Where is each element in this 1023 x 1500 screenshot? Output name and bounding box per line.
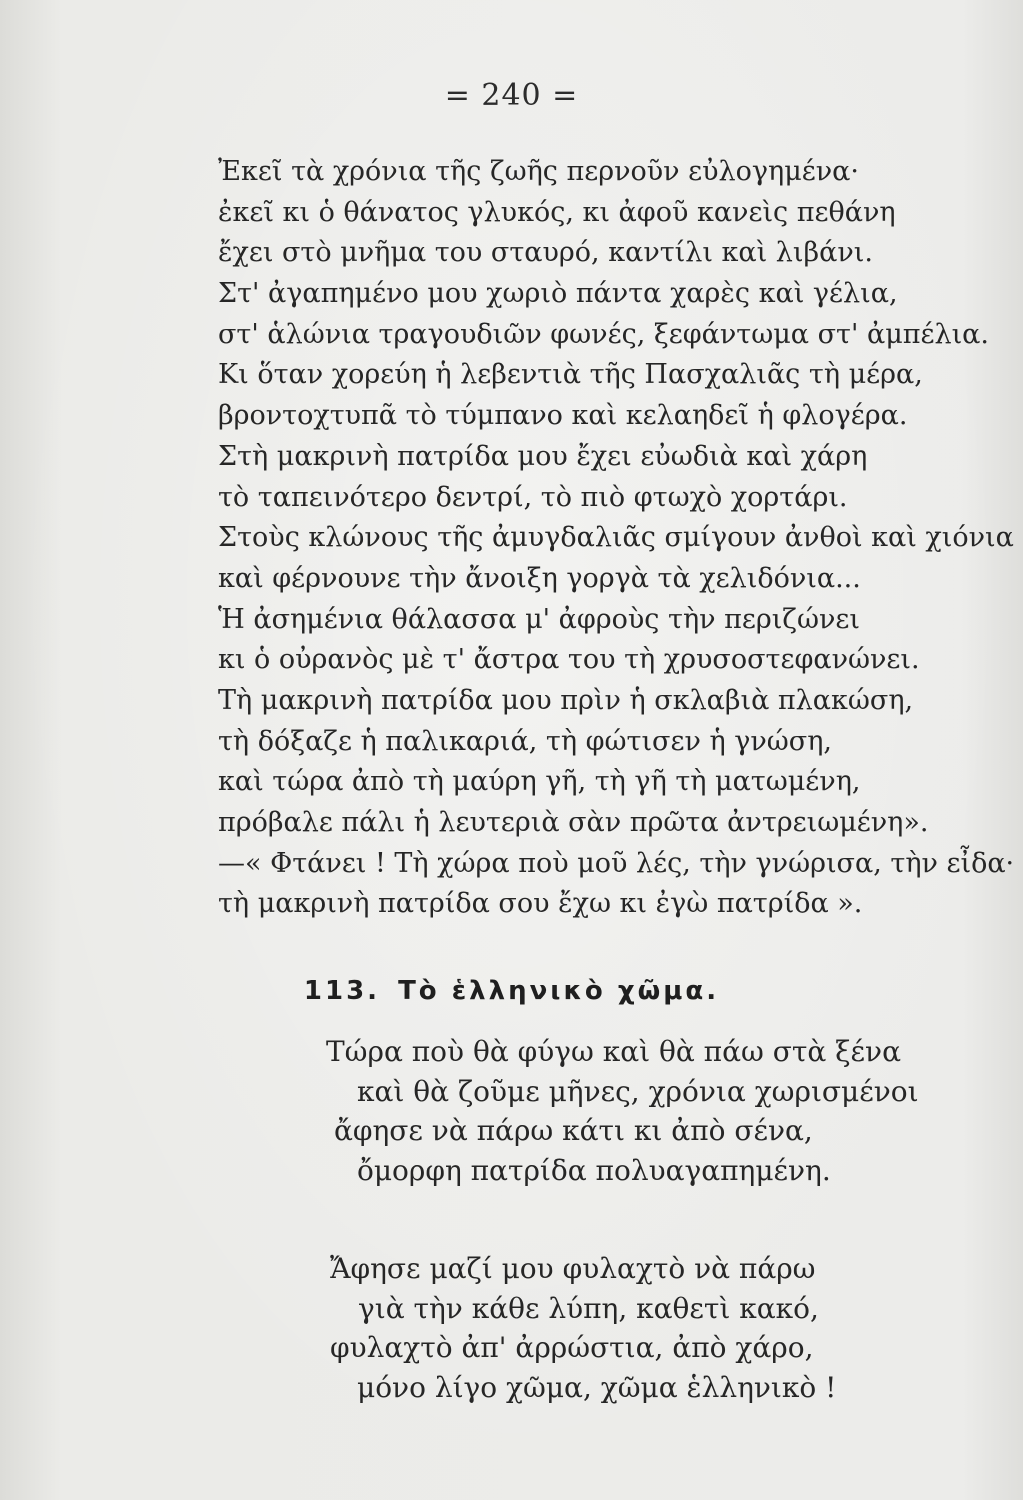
prose-line: στ' ἁλώνια τραγουδιῶν φωνές, ξεφάντωμα στ' ἀμπέλια. <box>218 318 989 350</box>
prose-line: τὸ ταπεινότερο δεντρί, τὸ πιὸ φτωχὸ χορτάρι. <box>218 481 848 513</box>
prose-line: καὶ τώρα ἀπὸ τὴ μαύρη γῆ, τὴ γῆ τὴ ματωμένη, <box>218 766 861 798</box>
prose-line: Ἡ ἀσημένια θάλασσα μ' ἀφροὺς τὴν περιζώνει <box>218 603 860 635</box>
verse-line: ὄμορφη πατρίδα πολυαγαπημένη. <box>357 1153 831 1187</box>
prose-line: πρόβαλε πάλι ἡ λευτεριὰ σὰν πρῶτα ἀντρειωμένη». <box>218 807 929 838</box>
prose-line: —« Φτάνει ! Τὴ χώρα ποὺ μοῦ λές, τὴν γνώρισα, τὴν εἶδα· <box>218 847 1015 879</box>
poem-stanza-1 <box>0 1032 1023 1190</box>
prose-line: τὴ δόξαζε ἡ παλικαριά, τὴ φώτισεν ἡ γνώση, <box>218 725 832 757</box>
prose-line: Στοὺς κλώνους τῆς ἀμυγδαλιᾶς σμίγουν ἀνθοὶ καὶ χιόνια <box>218 522 1014 554</box>
poem-number: 113. <box>303 976 381 1006</box>
prose-line: Τὴ μακρινὴ πατρίδα μου πρὶν ἡ σκλαβιὰ πλακώση, <box>218 684 914 716</box>
verse-line: Τώρα ποὺ θὰ φύγω καὶ θὰ πάω στὰ ξένα <box>326 1035 901 1068</box>
prose-line: Ἐκεῖ τὰ χρόνια τῆς ζωῆς περνοῦν εὐλογημένα· <box>218 156 859 187</box>
verse-line: φυλαχτὸ ἀπ' ἀρρώστια, ἀπὸ χάρο, <box>330 1331 814 1364</box>
prose-line: ἔχει στὸ μνῆμα του σταυρό, καντίλι καὶ λιβάνι. <box>218 237 873 269</box>
prose-line: βροντοχτυπᾶ τὸ τύμπανο καὶ κελαηδεῖ ἡ φλογέρα. <box>218 400 908 432</box>
prose-line: καὶ φέρνουνε τὴν ἄνοιξη γοργὰ τὰ χελιδόνια... <box>218 562 861 594</box>
prose-block <box>218 152 1015 925</box>
verse-line: μόνο λίγο χῶμα, χῶμα ἑλληνικὸ ! <box>357 1370 837 1404</box>
verse-line: γιὰ τὴν κάθε λύπη, καθετὶ κακό, <box>358 1291 819 1325</box>
prose-line: ἐκεῖ κι ὁ θάνατος γλυκός, κι ἀφοῦ κανεὶς πεθάνη <box>218 196 896 228</box>
prose-line: Στὴ μακρινὴ πατρίδα μου ἔχει εὐωδιὰ καὶ χάρη <box>218 440 868 472</box>
prose-line: Κι ὅταν χορεύη ἡ λεβεντιὰ τῆς Πασχαλιᾶς τὴ μέρα, <box>218 359 923 391</box>
prose-line: Στ' ἀγαπημένο μου χωριὸ πάντα χαρὲς καὶ γέλια, <box>218 278 898 310</box>
prose-line: κι ὁ οὐρανὸς μὲ τ' ἄστρα του τὴ χρυσοστεφανώνει. <box>218 644 920 676</box>
verse-line: Ἄφησε μαζί μου φυλαχτὸ νὰ πάρω <box>330 1252 816 1285</box>
verse-line: ἄφησε νὰ πάρω κάτι κι ἀπὸ σένα, <box>334 1114 813 1147</box>
poem-stanza-2 <box>0 1249 1023 1407</box>
poem-heading <box>0 976 1023 1006</box>
prose-line: τὴ μακρινὴ πατρίδα σου ἔχω κι ἐγὼ πατρίδα ». <box>218 888 863 920</box>
verse-line: καὶ θὰ ζοῦμε μῆνες, χρόνια χωρισμένοι <box>357 1074 919 1108</box>
page-number: = 240 = <box>444 78 579 113</box>
poem-title: Τὸ ἑλληνικὸ χῶμα. <box>398 976 720 1006</box>
